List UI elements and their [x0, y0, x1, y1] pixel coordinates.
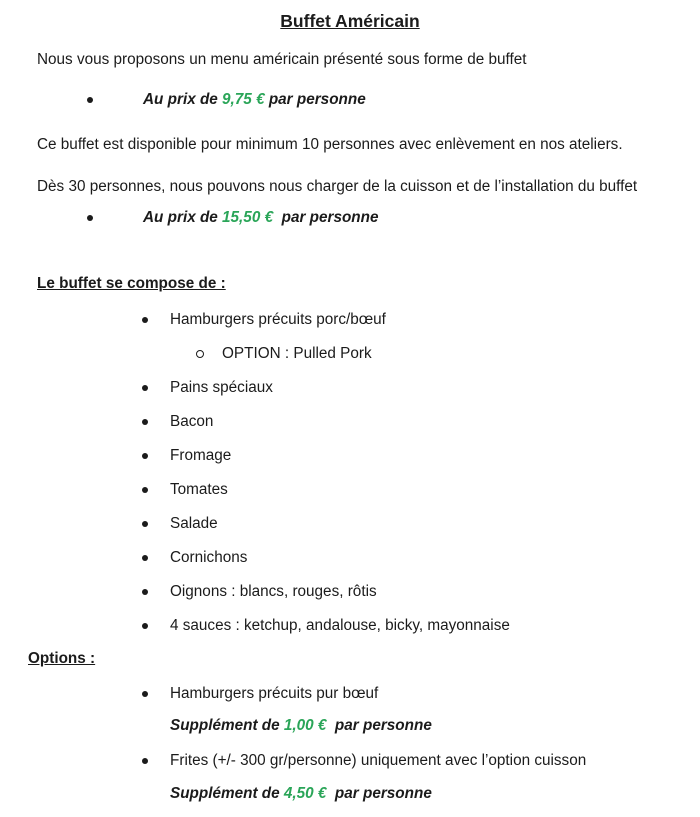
list-item — [0, 378, 700, 398]
option-item-label: Frites (+/- 300 gr/personne) uniquement avec l’option cuisson — [170, 752, 587, 769]
compose-heading — [37, 274, 226, 294]
page-title — [0, 9, 700, 33]
list-item — [0, 480, 700, 500]
price-line-2 — [0, 208, 700, 228]
bullet-icon — [142, 487, 148, 493]
availability-paragraph: Ce buffet est disponible pour minimum 10 personnes avec enlèvement en nos ateliers. — [37, 136, 623, 153]
list-item-label: Oignons : blancs, rouges, rôtis — [170, 583, 377, 600]
list-item-label: 4 sauces : ketchup, andalouse, bicky, mayonnaise — [170, 617, 510, 634]
list-item — [0, 412, 700, 432]
list-item — [0, 446, 700, 466]
list-subitem-label: OPTION : Pulled Pork — [222, 345, 372, 362]
options-heading — [28, 649, 95, 669]
list-item-label: Salade — [170, 515, 218, 532]
supplement-amount: 4,50 € — [283, 785, 327, 802]
bullet-icon — [87, 215, 93, 221]
list-item-label: Cornichons — [170, 549, 248, 566]
bullet-icon — [142, 317, 148, 323]
price-line-1 — [0, 90, 700, 110]
list-item — [0, 616, 700, 636]
price-amount: 15,50 € — [222, 209, 274, 226]
bullet-icon — [142, 758, 148, 764]
price-suffix: par personne — [273, 209, 379, 226]
list-subitem — [0, 344, 700, 364]
supplement-suffix: par personne — [326, 717, 432, 734]
intro-paragraph: Nous vous proposons un menu américain présenté sous forme de buffet — [37, 51, 527, 68]
price-prefix: Au prix de — [143, 91, 223, 108]
bullet-icon — [142, 419, 148, 425]
bullet-icon — [142, 691, 148, 697]
bullet-icon — [142, 555, 148, 561]
bullet-icon — [142, 453, 148, 459]
supplement-line — [0, 716, 700, 736]
compose-heading-text: Le buffet se compose de : — [37, 275, 226, 292]
list-item-label: Bacon — [170, 413, 214, 430]
list-item-label: Tomates — [170, 481, 228, 498]
list-item — [0, 310, 700, 330]
supplement-prefix: Supplément de — [170, 785, 284, 802]
supplement-line — [0, 784, 700, 804]
page-title-text: Buffet Américain — [280, 11, 420, 31]
bullet-icon — [142, 521, 148, 527]
option-item — [0, 684, 700, 704]
bullet-icon — [142, 589, 148, 595]
bullet-icon — [87, 97, 93, 103]
bullet-icon — [142, 623, 148, 629]
circle-bullet-icon — [196, 350, 204, 358]
options-heading-text: Options : — [28, 650, 96, 667]
list-item — [0, 582, 700, 602]
price-prefix: Au prix de — [143, 209, 223, 226]
list-item-label: Hamburgers précuits porc/bœuf — [170, 311, 386, 328]
supplement-suffix: par personne — [326, 785, 432, 802]
price-suffix: par personne — [264, 91, 366, 108]
cooking-note-paragraph: Dès 30 personnes, nous pouvons nous charger de la cuisson et de l’installation du buffet — [37, 178, 638, 195]
supplement-prefix: Supplément de — [170, 717, 284, 734]
list-item — [0, 548, 700, 568]
list-item-label: Fromage — [170, 447, 232, 464]
list-item-label: Pains spéciaux — [170, 379, 273, 396]
list-item — [0, 514, 700, 534]
supplement-amount: 1,00 € — [283, 717, 327, 734]
bullet-icon — [142, 385, 148, 391]
option-item — [0, 751, 700, 771]
price-amount: 9,75 € — [222, 91, 265, 108]
option-item-label: Hamburgers précuits pur bœuf — [170, 685, 379, 702]
